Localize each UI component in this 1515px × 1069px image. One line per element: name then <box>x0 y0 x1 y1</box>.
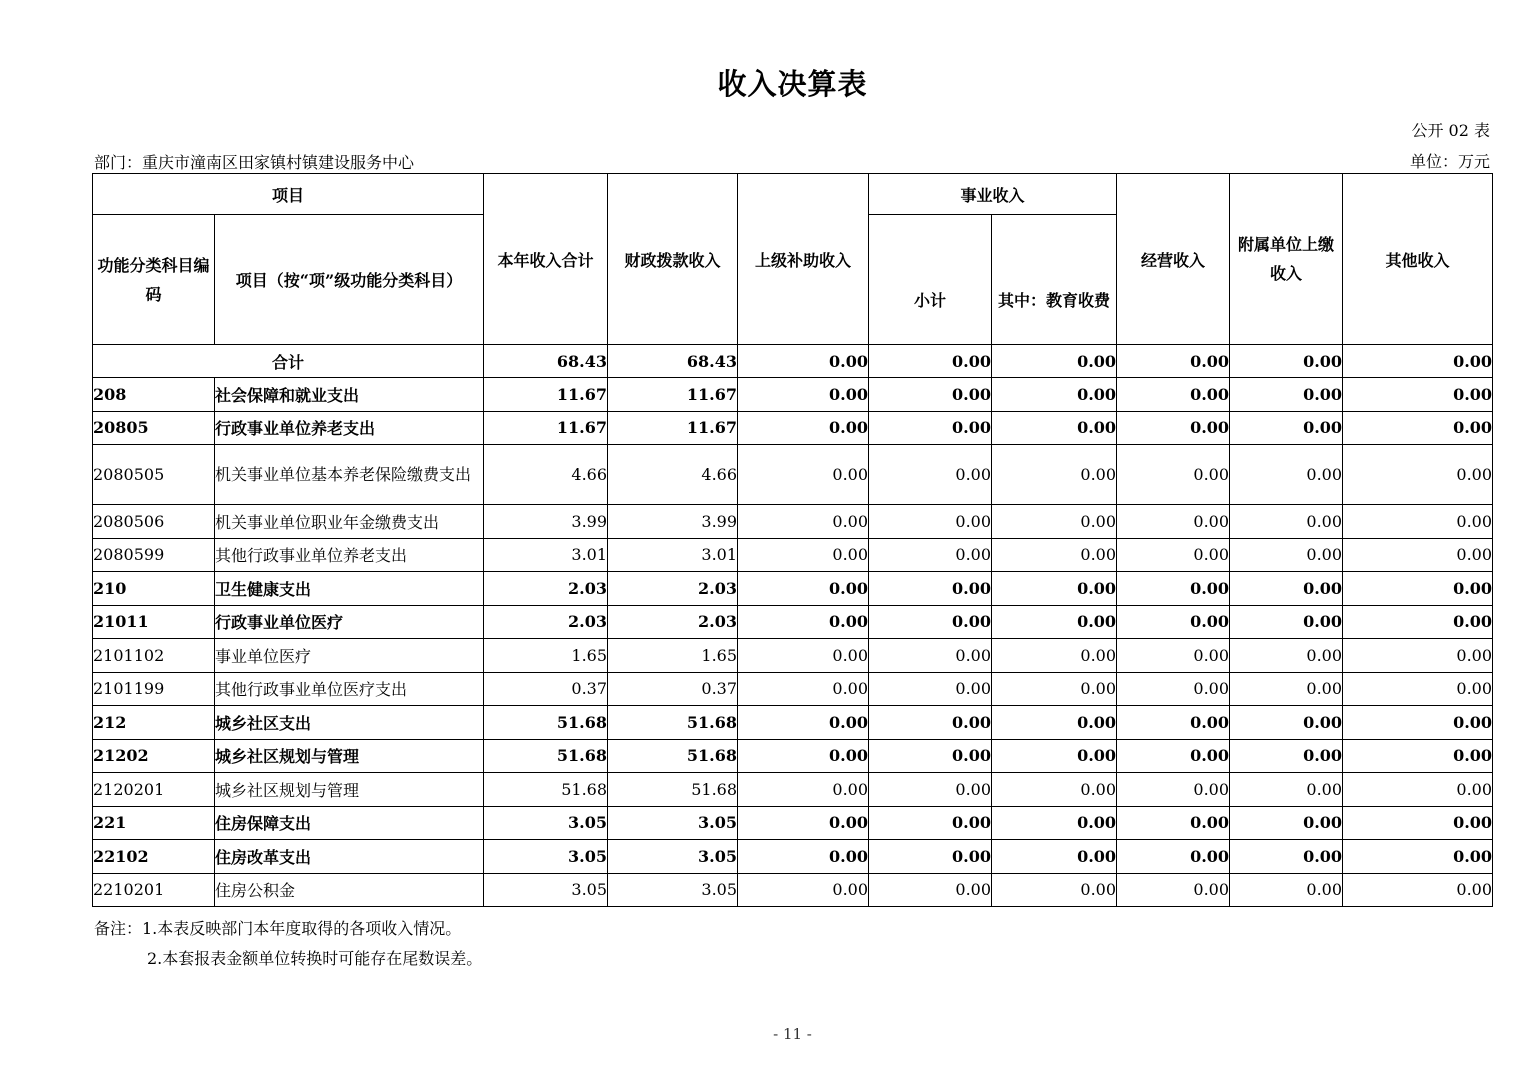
row-value: 0.00 <box>1343 505 1493 539</box>
row-value: 0.00 <box>869 538 992 572</box>
row-name: 城乡社区规划与管理 <box>215 739 484 773</box>
row-value: 0.00 <box>869 505 992 539</box>
row-code: 21011 <box>93 605 215 639</box>
table-row <box>93 639 1493 673</box>
row-value: 0.00 <box>1230 873 1343 907</box>
row-value: 0.00 <box>1230 639 1343 673</box>
row-value: 0.37 <box>608 672 738 706</box>
row-value: 0.00 <box>992 840 1117 874</box>
row-value: 0.00 <box>869 739 992 773</box>
page-number: - 11 - <box>773 1025 812 1043</box>
row-value: 0.00 <box>1343 840 1493 874</box>
table-row <box>93 840 1493 874</box>
row-value: 0.00 <box>738 445 869 505</box>
department-label: 部门：重庆市潼南区田家镇村镇建设服务中心 <box>94 153 415 172</box>
row-name: 机关事业单位基本养老保险缴费支出 <box>215 445 484 505</box>
total-value: 68.43 <box>608 345 738 378</box>
header-function-code: 功能分类科目编码 <box>93 215 215 345</box>
row-value: 0.00 <box>869 572 992 606</box>
row-value: 0.00 <box>1230 806 1343 840</box>
row-value: 0.00 <box>1117 806 1230 840</box>
row-value: 0.00 <box>738 639 869 673</box>
row-value: 0.00 <box>992 605 1117 639</box>
row-value: 3.05 <box>484 840 608 874</box>
row-name: 社会保障和就业支出 <box>215 378 484 412</box>
row-code: 208 <box>93 378 215 412</box>
row-name: 其他行政事业单位养老支出 <box>215 538 484 572</box>
row-value: 0.37 <box>484 672 608 706</box>
form-number: 公开 02 表 <box>1411 121 1490 140</box>
row-value: 0.00 <box>1230 739 1343 773</box>
row-value: 0.00 <box>738 806 869 840</box>
total-row <box>93 345 1493 378</box>
page-title: 收入决算表 <box>717 67 868 101</box>
unit-label: 单位：万元 <box>1409 152 1490 171</box>
row-name: 行政事业单位养老支出 <box>215 411 484 445</box>
row-value: 0.00 <box>869 605 992 639</box>
row-value: 1.65 <box>608 639 738 673</box>
row-value: 3.01 <box>484 538 608 572</box>
note-2: 2.本套报表金额单位转换时可能存在尾数误差。 <box>147 949 483 968</box>
table-row <box>93 572 1493 606</box>
row-value: 0.00 <box>1117 840 1230 874</box>
row-value: 0.00 <box>738 672 869 706</box>
total-value: 0.00 <box>738 345 869 378</box>
row-value: 0.00 <box>869 378 992 412</box>
row-value: 0.00 <box>1117 538 1230 572</box>
row-value: 51.68 <box>608 706 738 740</box>
row-value: 0.00 <box>992 411 1117 445</box>
row-value: 0.00 <box>1230 572 1343 606</box>
row-value: 3.01 <box>608 538 738 572</box>
row-value: 0.00 <box>1117 605 1230 639</box>
row-value: 0.00 <box>1230 411 1343 445</box>
header-business-income: 事业收入 <box>869 174 1117 215</box>
row-value: 2.03 <box>608 605 738 639</box>
row-value: 3.05 <box>608 840 738 874</box>
row-value: 0.00 <box>992 378 1117 412</box>
row-value: 2.03 <box>608 572 738 606</box>
row-value: 0.00 <box>1230 378 1343 412</box>
notes <box>94 914 482 974</box>
row-value: 0.00 <box>1230 538 1343 572</box>
row-value: 0.00 <box>992 572 1117 606</box>
row-value: 0.00 <box>1343 639 1493 673</box>
row-value: 0.00 <box>1343 572 1493 606</box>
table-row <box>93 538 1493 572</box>
row-value: 0.00 <box>1343 873 1493 907</box>
row-value: 0.00 <box>869 840 992 874</box>
row-value: 0.00 <box>1343 378 1493 412</box>
row-value: 11.67 <box>608 411 738 445</box>
header-other-income: 其他收入 <box>1343 174 1493 345</box>
row-value: 0.00 <box>1117 706 1230 740</box>
header-superior-subsidy: 上级补助收入 <box>738 174 869 345</box>
row-value: 0.00 <box>869 706 992 740</box>
row-value: 0.00 <box>1117 639 1230 673</box>
header-operating-income: 经营收入 <box>1117 174 1230 345</box>
row-value: 0.00 <box>1117 572 1230 606</box>
row-code: 2210201 <box>93 873 215 907</box>
row-code: 2080505 <box>93 445 215 505</box>
table-row <box>93 739 1493 773</box>
row-value: 11.67 <box>484 411 608 445</box>
row-value: 0.00 <box>992 873 1117 907</box>
row-value: 0.00 <box>1343 411 1493 445</box>
row-value: 0.00 <box>1117 505 1230 539</box>
row-value: 51.68 <box>484 739 608 773</box>
row-name: 机关事业单位职业年金缴费支出 <box>215 505 484 539</box>
row-value: 0.00 <box>869 639 992 673</box>
row-name: 城乡社区规划与管理 <box>215 773 484 807</box>
row-value: 0.00 <box>1117 873 1230 907</box>
row-value: 51.68 <box>608 773 738 807</box>
table-row <box>93 706 1493 740</box>
row-code: 21202 <box>93 739 215 773</box>
row-value: 0.00 <box>1343 672 1493 706</box>
row-value: 0.00 <box>1230 840 1343 874</box>
total-label: 合计 <box>93 345 484 378</box>
row-name: 事业单位医疗 <box>215 639 484 673</box>
header-project: 项目 <box>93 174 484 215</box>
row-value: 0.00 <box>738 605 869 639</box>
total-value: 0.00 <box>1230 345 1343 378</box>
row-code: 2080599 <box>93 538 215 572</box>
row-code: 2101199 <box>93 672 215 706</box>
row-value: 0.00 <box>738 706 869 740</box>
row-value: 0.00 <box>1117 739 1230 773</box>
row-value: 11.67 <box>608 378 738 412</box>
row-value: 0.00 <box>1117 672 1230 706</box>
row-value: 0.00 <box>869 773 992 807</box>
row-value: 51.68 <box>484 706 608 740</box>
table-row <box>93 873 1493 907</box>
row-value: 0.00 <box>738 873 869 907</box>
row-name: 行政事业单位医疗 <box>215 605 484 639</box>
row-name: 卫生健康支出 <box>215 572 484 606</box>
row-value: 51.68 <box>608 739 738 773</box>
row-value: 0.00 <box>1230 706 1343 740</box>
table-row <box>93 806 1493 840</box>
row-code: 212 <box>93 706 215 740</box>
table-row <box>93 411 1493 445</box>
row-value: 0.00 <box>1117 773 1230 807</box>
row-value: 0.00 <box>738 773 869 807</box>
total-value: 0.00 <box>1117 345 1230 378</box>
row-value: 2.03 <box>484 605 608 639</box>
row-value: 1.65 <box>484 639 608 673</box>
row-value: 0.00 <box>1117 445 1230 505</box>
row-name: 住房保障支出 <box>215 806 484 840</box>
row-value: 0.00 <box>1117 411 1230 445</box>
row-value: 0.00 <box>869 672 992 706</box>
header-subtotal: 小计 <box>869 215 992 345</box>
total-value: 0.00 <box>1343 345 1493 378</box>
row-value: 0.00 <box>992 505 1117 539</box>
row-value: 0.00 <box>1343 538 1493 572</box>
row-name: 住房公积金 <box>215 873 484 907</box>
row-value: 0.00 <box>738 840 869 874</box>
row-code: 20805 <box>93 411 215 445</box>
row-name: 住房改革支出 <box>215 840 484 874</box>
row-value: 0.00 <box>992 739 1117 773</box>
row-value: 2.03 <box>484 572 608 606</box>
total-value: 0.00 <box>869 345 992 378</box>
total-value: 0.00 <box>992 345 1117 378</box>
table-row <box>93 672 1493 706</box>
row-value: 0.00 <box>992 706 1117 740</box>
row-value: 0.00 <box>869 445 992 505</box>
row-value: 3.05 <box>608 873 738 907</box>
table-row <box>93 445 1493 505</box>
row-value: 0.00 <box>738 505 869 539</box>
row-value: 0.00 <box>1343 806 1493 840</box>
row-value: 0.00 <box>1230 605 1343 639</box>
row-value: 0.00 <box>992 639 1117 673</box>
row-code: 22102 <box>93 840 215 874</box>
table-row <box>93 378 1493 412</box>
row-value: 0.00 <box>738 378 869 412</box>
row-value: 0.00 <box>869 806 992 840</box>
row-value: 0.00 <box>992 806 1117 840</box>
row-value: 3.99 <box>484 505 608 539</box>
row-value: 0.00 <box>1230 773 1343 807</box>
row-value: 0.00 <box>1343 739 1493 773</box>
row-value: 11.67 <box>484 378 608 412</box>
row-value: 0.00 <box>992 672 1117 706</box>
row-value: 0.00 <box>869 873 992 907</box>
row-value: 0.00 <box>1343 706 1493 740</box>
table-row <box>93 505 1493 539</box>
header-function-name: 项目（按“项”级功能分类科目） <box>215 215 484 345</box>
row-value: 4.66 <box>608 445 738 505</box>
total-value: 68.43 <box>484 345 608 378</box>
row-value: 3.99 <box>608 505 738 539</box>
table-row <box>93 605 1493 639</box>
row-value: 4.66 <box>484 445 608 505</box>
row-value: 0.00 <box>869 411 992 445</box>
income-table <box>92 173 1493 907</box>
header-education-fees: 其中：教育收费 <box>992 215 1117 345</box>
row-value: 0.00 <box>992 445 1117 505</box>
row-value: 0.00 <box>992 773 1117 807</box>
row-value: 0.00 <box>738 538 869 572</box>
note-1: 备注：1.本表反映部门本年度取得的各项收入情况。 <box>94 919 462 938</box>
row-value: 0.00 <box>1343 445 1493 505</box>
header-affiliated-income: 附属单位上缴收入 <box>1230 174 1343 345</box>
header-total-income: 本年收入合计 <box>484 174 608 345</box>
row-value: 51.68 <box>484 773 608 807</box>
row-value: 3.05 <box>484 873 608 907</box>
row-code: 210 <box>93 572 215 606</box>
row-code: 2101102 <box>93 639 215 673</box>
row-value: 0.00 <box>1230 505 1343 539</box>
row-value: 0.00 <box>1230 672 1343 706</box>
row-code: 2120201 <box>93 773 215 807</box>
row-value: 0.00 <box>1343 773 1493 807</box>
row-value: 0.00 <box>738 739 869 773</box>
row-code: 221 <box>93 806 215 840</box>
row-value: 0.00 <box>1230 445 1343 505</box>
header-fiscal-income: 财政拨款收入 <box>608 174 738 345</box>
row-code: 2080506 <box>93 505 215 539</box>
table-row <box>93 773 1493 807</box>
row-name: 其他行政事业单位医疗支出 <box>215 672 484 706</box>
row-value: 0.00 <box>992 538 1117 572</box>
row-value: 0.00 <box>738 411 869 445</box>
row-value: 0.00 <box>1117 378 1230 412</box>
row-value: 0.00 <box>738 572 869 606</box>
row-name: 城乡社区支出 <box>215 706 484 740</box>
row-value: 3.05 <box>608 806 738 840</box>
row-value: 0.00 <box>1343 605 1493 639</box>
row-value: 3.05 <box>484 806 608 840</box>
